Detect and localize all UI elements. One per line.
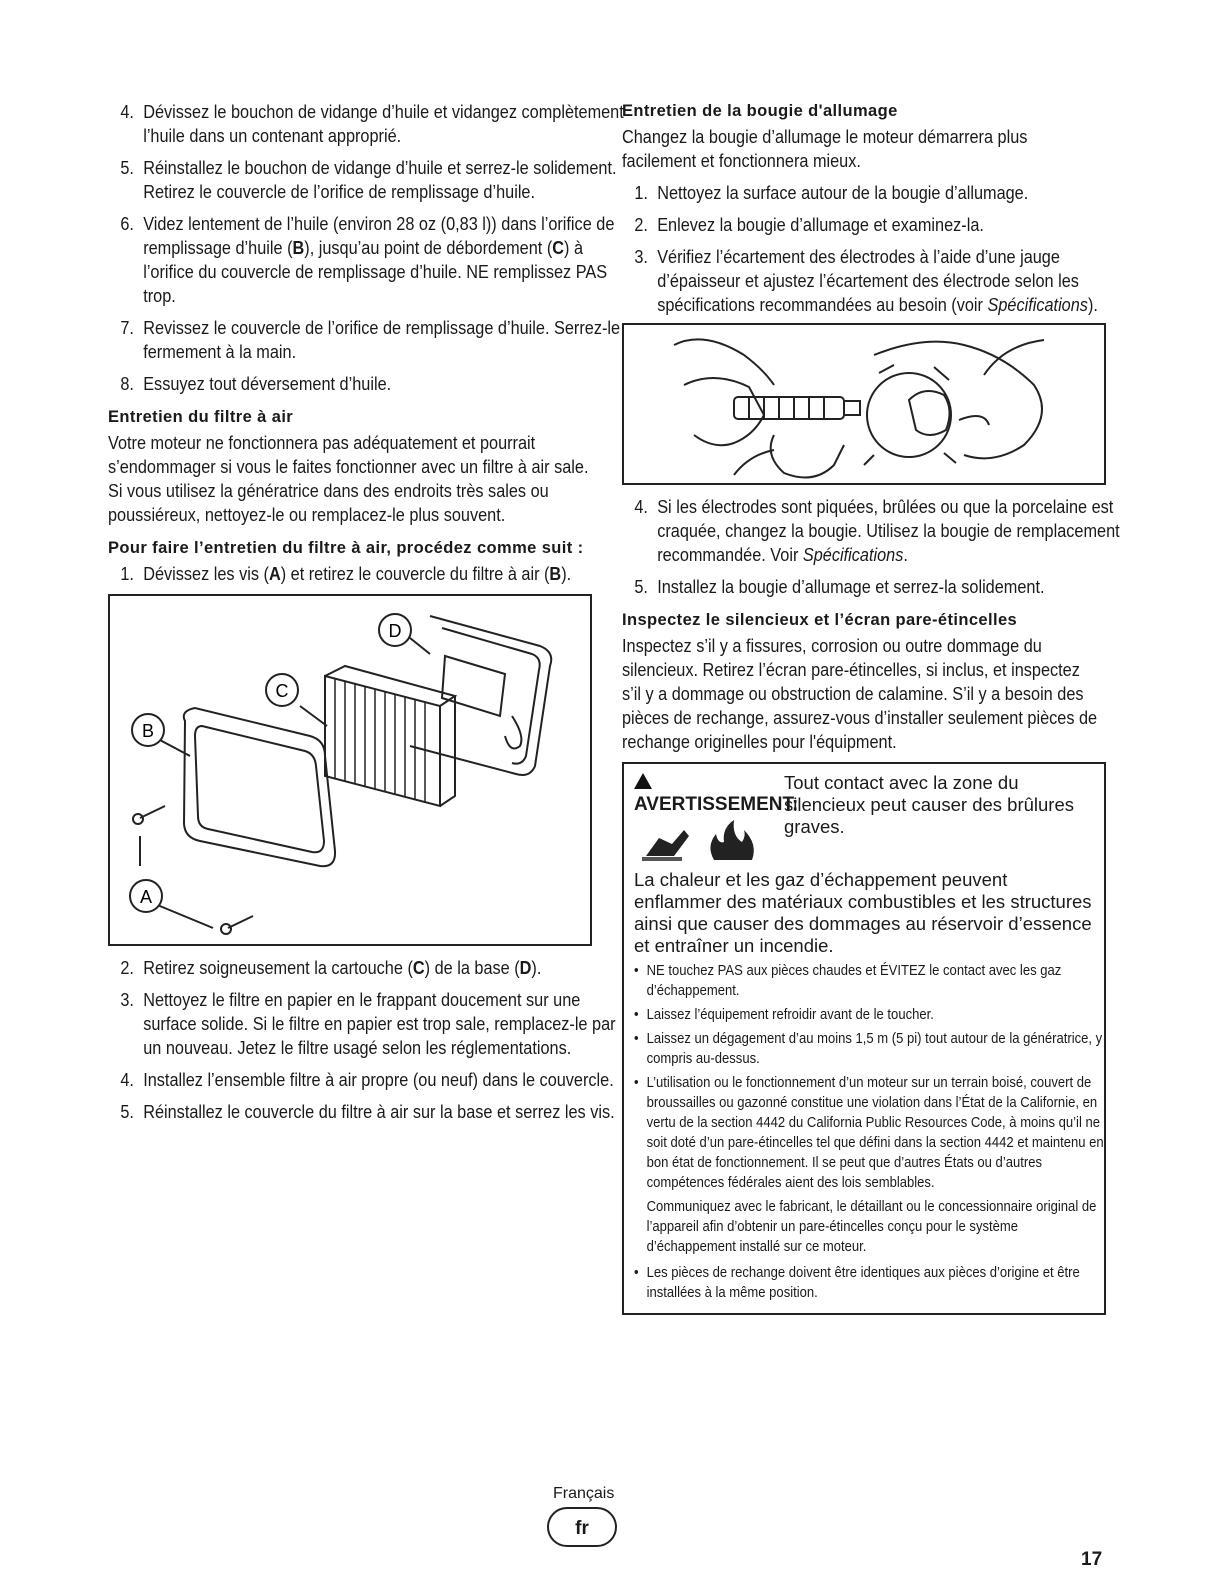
procedure-step-5: 5. Réinstallez le couvercle du filtre à air sur la base et serrez les vis. xyxy=(120,1101,615,1122)
filter-cover xyxy=(184,708,335,866)
oil-steps xyxy=(108,100,624,396)
warning-bullets xyxy=(634,961,1104,1193)
air-filter-body: Votre moteur ne fonctionnera pas adéquatement et pourrait s’endommager si vous le faites fonctionner avec un filtre à air sale. Si vous utilisez la génératrice dans des endroits très sales ou poussiéreux, nettoyez-le ou remplacez-le plus souvent. xyxy=(108,432,589,525)
spark-step-2: 2. Enlevez la bougie d’allumage et examinez-la. xyxy=(634,214,984,235)
warning-lead: Tout contact avec la zone du silencieux peut causer des brûlures graves. xyxy=(784,772,1074,837)
warning-bullet: • Laissez l’équipement refroidir avant de le toucher. xyxy=(634,1005,1108,1025)
warning-box xyxy=(622,762,1106,1315)
label-a xyxy=(130,880,162,912)
svg-text:A: A xyxy=(139,887,153,907)
oil-step-5: 5. Réinstallez le bouchon de vidange d’huile et serrez-le solidement. Retirez le couvercle de l’orifice de remplissage d’huile. xyxy=(120,157,617,202)
procedure-step-2: 2. Retirez soigneusement la cartouche (C) de la base (D). xyxy=(120,957,542,978)
warning-icons xyxy=(634,772,799,869)
spark-step-list-2 xyxy=(622,495,1120,599)
screw-lower xyxy=(221,916,253,934)
warning-bullets-2 xyxy=(634,1263,1096,1303)
fire-icon xyxy=(710,820,753,860)
language-badge: fr xyxy=(547,1507,617,1547)
spark-step-1: 1. Nettoyez la surface autour de la bougie d’allumage. xyxy=(634,182,1029,203)
procedure-step-3: 3. Nettoyez le filtre en papier en le frappant doucement sur une surface solide. Si le filtre en papier est trop sale, remplacez-le par un nouveau. Jetez le filtre usagé selon les réglementations. xyxy=(120,989,616,1058)
right-column xyxy=(622,100,1120,1315)
spark-steps xyxy=(622,181,1106,317)
spark-plug-gauge-illustration xyxy=(624,325,1104,483)
spark-plug-figure xyxy=(622,323,1106,485)
warning-note: Communiquez avec le fabricant, le détaillant ou le concessionnaire original de l’appareil afin d’obtenir un pare-étincelles conçu pour le système d’échappement installé sur ce moteur. xyxy=(646,1199,1097,1255)
svg-text:D: D xyxy=(388,621,402,641)
svg-text:B: B xyxy=(141,721,155,741)
air-filter-heading: Entretien du filtre à air xyxy=(108,408,294,426)
muffler-body: Inspectez s’il y a fissures, corrosion ou outre dommage du silencieux. Retirez l’écran pare-étincelles, si inclus, et inspectez s’il y a dommage ou obstruction de calamine. S’il y a besoin des pièces de rechange, assurez-vous d’installer seulement pièces de rechange originelles pour l'équipment. xyxy=(622,635,1098,752)
warning-title: AVERTISSEMENT: xyxy=(634,794,799,815)
page-number: 17 xyxy=(1081,1549,1103,1570)
warning-bullet: • L’utilisation ou le fonctionnement d’un moteur sur un terrain boisé, couvert de broussailles ou gazonné constitue une violation dans l’État de la Californie, en vertu de la section 4442 du California Public Resources Code, à moins qu’il ne soit doté d’un pare-étincelles tel que défini dans la section 4442 et maintenu en bon état de fonctionnement. Il se peut que d’autres États ou d’autres compétences fédérales aient des lois semblables. xyxy=(634,1073,1108,1193)
spark-plug-heading: Entretien de la bougie d'allumage xyxy=(622,102,898,120)
burn-hazard-icons xyxy=(634,816,774,864)
label-c xyxy=(266,674,298,706)
warning-header xyxy=(634,772,1096,869)
procedure-heading: Pour faire l’entretien du filtre à air, procédez comme suit : xyxy=(108,539,584,557)
oil-step-6: 6. Videz lentement de l’huile (environ 28 oz (0,83 l)) dans l’orifice de remplissage d’huile (B), jusqu’au point de débordement (C) à l’orifice du couvercle de remplissage d’huile. NE remplissez PAS trop. xyxy=(120,213,615,306)
procedure-step-list xyxy=(108,562,592,586)
warning-title-row xyxy=(634,772,799,816)
label-b xyxy=(132,714,164,746)
spark-plug xyxy=(734,397,860,419)
air-filter-illustration xyxy=(110,596,590,944)
right-hand-outline xyxy=(874,342,1042,459)
spark-step-3: 3. Vérifiez l’écartement des électrodes à l’aide d’une jauge d’épaisseur et ajustez l’écartement des électrode selon les spécifications recommandées au besoin (voir Spécifications). xyxy=(634,246,1098,315)
warning-triangle-icon xyxy=(634,773,652,789)
footer-language: Français xyxy=(553,1485,615,1502)
feeler-gauge xyxy=(864,365,956,465)
spark-plug-body: Changez la bougie d’allumage le moteur démarrera plus facilement et fonctionnera mieux. xyxy=(622,126,1028,171)
air-filter-figure xyxy=(108,594,592,946)
warning-bullet: • Les pièces de rechange doivent être identiques aux pièces d’origine et être installées à la même position. xyxy=(634,1263,1108,1303)
procedure-step-1: 1. Dévissez les vis (A) et retirez le couvercle du filtre à air (B). xyxy=(120,563,572,584)
procedure-step-4: 4. Installez l’ensemble filtre à air propre (ou neuf) dans le couvercle. xyxy=(120,1069,614,1090)
screw-upper xyxy=(133,806,165,824)
svg-text:C: C xyxy=(275,681,289,701)
warning-bullet: • NE touchez PAS aux pièces chaudes et ÉVITEZ le contact avec les gaz d’échappement. xyxy=(634,961,1108,1001)
spark-step-5: 5. Installez la bougie d’allumage et serrez-la solidement. xyxy=(634,576,1045,597)
oil-step-7: 7. Revissez le couvercle de l’orifice de remplissage d’huile. Serrez-le fermement à la main. xyxy=(120,317,621,362)
left-column xyxy=(108,100,624,1132)
spark-step-4: 4. Si les électrodes sont piquées, brûlées ou que la porcelaine est craquée, changez la bougie. Utilisez la bougie de remplacement recommandée. Voir Spécifications. xyxy=(634,496,1120,565)
hand-burn-icon xyxy=(642,830,689,861)
procedure-step-list-2 xyxy=(108,956,616,1124)
oil-step-8: 8. Essuyez tout déversement d’huile. xyxy=(120,373,392,394)
label-d xyxy=(379,614,411,646)
muffler-heading: Inspectez le silencieux et l’écran pare-étincelles xyxy=(622,611,1018,629)
warning-bullet: • Laissez un dégagement d’au moins 1,5 m (5 pi) tout autour de la génératrice, y compris au-dessus. xyxy=(634,1029,1108,1069)
oil-step-4: 4. Dévissez le bouchon de vidange d’huile et vidangez complètement l’huile dans un contenant approprié. xyxy=(120,101,624,146)
warning-body: La chaleur et les gaz d’échappement peuvent enflammer des matériaux combustibles et les structures ainsi que causer des dommages au réservoir d’essence et entraîner un incendie. xyxy=(634,869,1092,956)
filter-cartridge xyxy=(325,676,440,806)
